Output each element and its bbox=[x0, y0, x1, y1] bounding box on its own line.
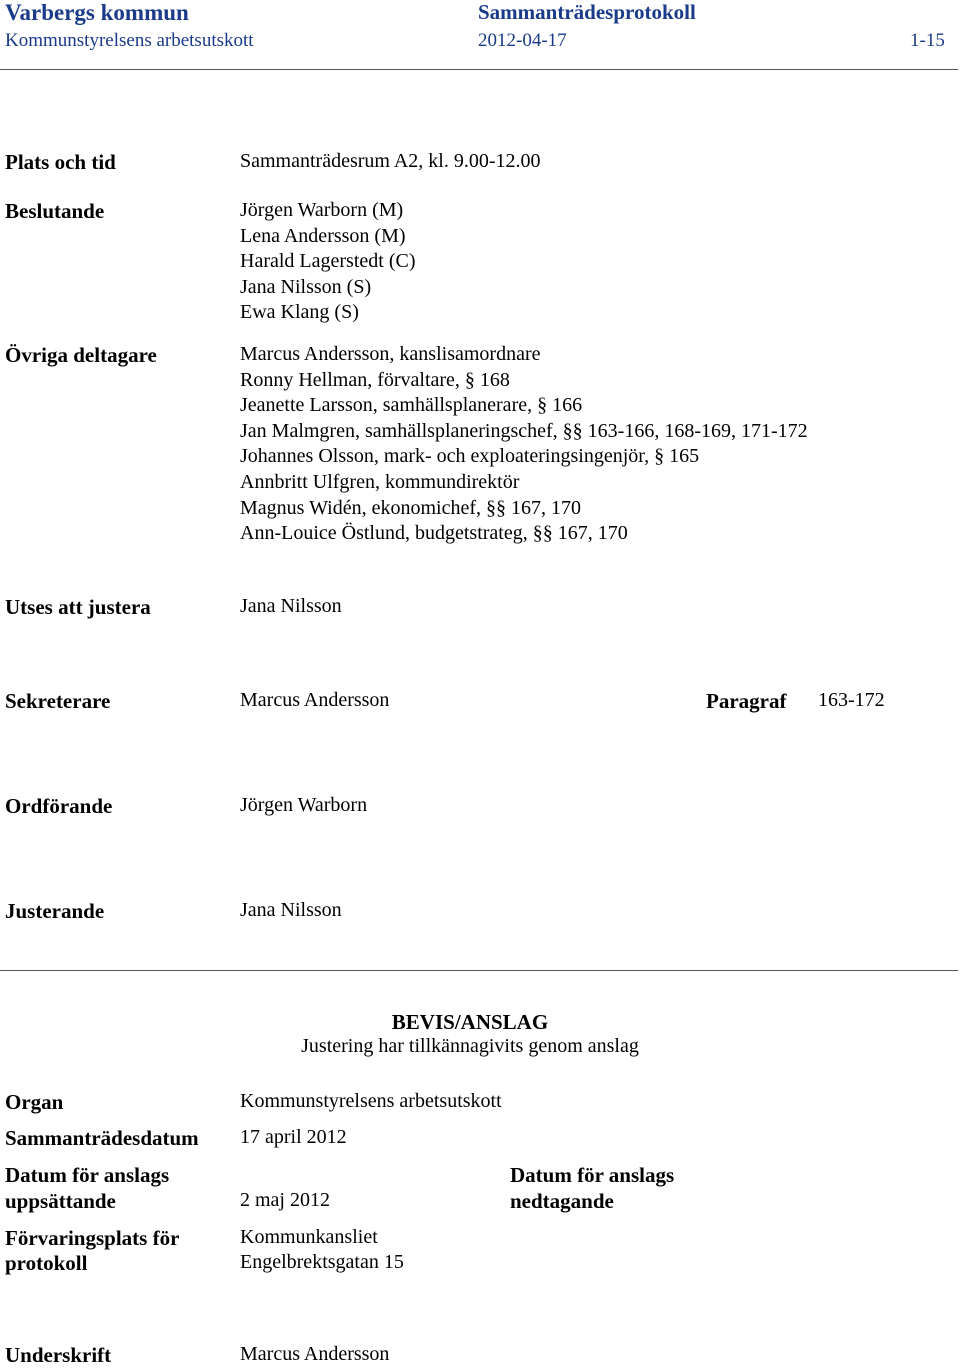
participant: Annbritt Ulfgren, kommundirektör bbox=[240, 470, 520, 493]
meeting-date: 2012-04-17 bbox=[478, 30, 567, 51]
posted-date-label-line2: uppsättande bbox=[5, 1189, 116, 1213]
participant: Jan Malmgren, samhällsplaneringschef, §§ 163-166, 168-169, 171-172 bbox=[240, 419, 808, 442]
adjuster-label: Justerande bbox=[5, 899, 105, 923]
adjuster-value: Jana Nilsson bbox=[240, 899, 342, 921]
adjust-label: Utses att justera bbox=[5, 595, 151, 619]
committee-name: Kommunstyrelsens arbetsutskott bbox=[5, 30, 254, 51]
participant: Magnus Widén, ekonomichef, §§ 167, 170 bbox=[240, 496, 581, 519]
organ-value: Kommunstyrelsens arbetsutskott bbox=[240, 1090, 502, 1112]
secretary-value: Marcus Andersson bbox=[240, 689, 390, 711]
participant: Marcus Andersson, kanslisamordnare bbox=[240, 343, 541, 365]
removed-date-label-line2: nedtagande bbox=[510, 1189, 614, 1213]
deciding-member: Lena Andersson (M) bbox=[240, 224, 406, 247]
paragraph-label: Paragraf bbox=[706, 689, 787, 713]
participant: Johannes Olsson, mark- och exploateringsingenjör, § 165 bbox=[240, 445, 700, 468]
participant: Ann-Louice Östlund, budgetstrateg, §§ 167, 170 bbox=[240, 522, 628, 545]
meeting-date-label: Sammanträdesdatum bbox=[5, 1126, 199, 1150]
deciding-member: Jana Nilsson (S) bbox=[240, 275, 372, 298]
organ-label: Organ bbox=[5, 1090, 64, 1114]
deciding-label: Beslutande bbox=[5, 199, 105, 223]
organization-name: Varbergs kommun bbox=[5, 0, 189, 25]
place-value: Sammanträdesrum A2, kl. 9.00-12.00 bbox=[240, 150, 541, 172]
posted-date-label: Datum för anslags bbox=[5, 1163, 170, 1187]
document-type: Sammanträdesprotokoll bbox=[478, 0, 696, 24]
chair-label: Ordförande bbox=[5, 794, 113, 818]
header-divider bbox=[0, 69, 958, 70]
deciding-member: Harald Lagerstedt (C) bbox=[240, 250, 416, 273]
deciding-list bbox=[240, 198, 415, 326]
section-divider bbox=[0, 970, 958, 971]
paragraph-value: 163-172 bbox=[818, 689, 885, 711]
storage-value: Kommunkansliet bbox=[240, 1226, 378, 1248]
deciding-member: Ewa Klang (S) bbox=[240, 301, 359, 324]
posted-date-value: 2 maj 2012 bbox=[240, 1189, 330, 1211]
others-list bbox=[240, 342, 808, 547]
storage-address: Engelbrektsgatan 15 bbox=[240, 1251, 404, 1273]
participant: Jeanette Larsson, samhällsplanerare, § 166 bbox=[240, 394, 583, 417]
removed-date-label: Datum för anslags bbox=[510, 1163, 675, 1187]
signature-value: Marcus Andersson bbox=[240, 1343, 390, 1365]
others-label: Övriga deltagare bbox=[5, 343, 157, 367]
chair-value: Jörgen Warborn bbox=[240, 794, 368, 816]
bevis-subtitle: Justering har tillkännagivits genom anslag bbox=[301, 1035, 639, 1057]
storage-label: Förvaringsplats för bbox=[5, 1226, 180, 1250]
deciding-member: Jörgen Warborn (M) bbox=[240, 199, 404, 221]
place-label: Plats och tid bbox=[5, 150, 116, 174]
secretary-label: Sekreterare bbox=[5, 689, 111, 713]
page-range: 1-15 bbox=[910, 30, 945, 51]
participant: Ronny Hellman, förvaltare, § 168 bbox=[240, 368, 510, 391]
adjust-value: Jana Nilsson bbox=[240, 595, 342, 617]
storage-label-line2: protokoll bbox=[5, 1251, 88, 1275]
meeting-date-value: 17 april 2012 bbox=[240, 1126, 347, 1148]
bevis-title: BEVIS/ANSLAG bbox=[391, 1010, 549, 1034]
signature-label: Underskrift bbox=[5, 1343, 112, 1367]
